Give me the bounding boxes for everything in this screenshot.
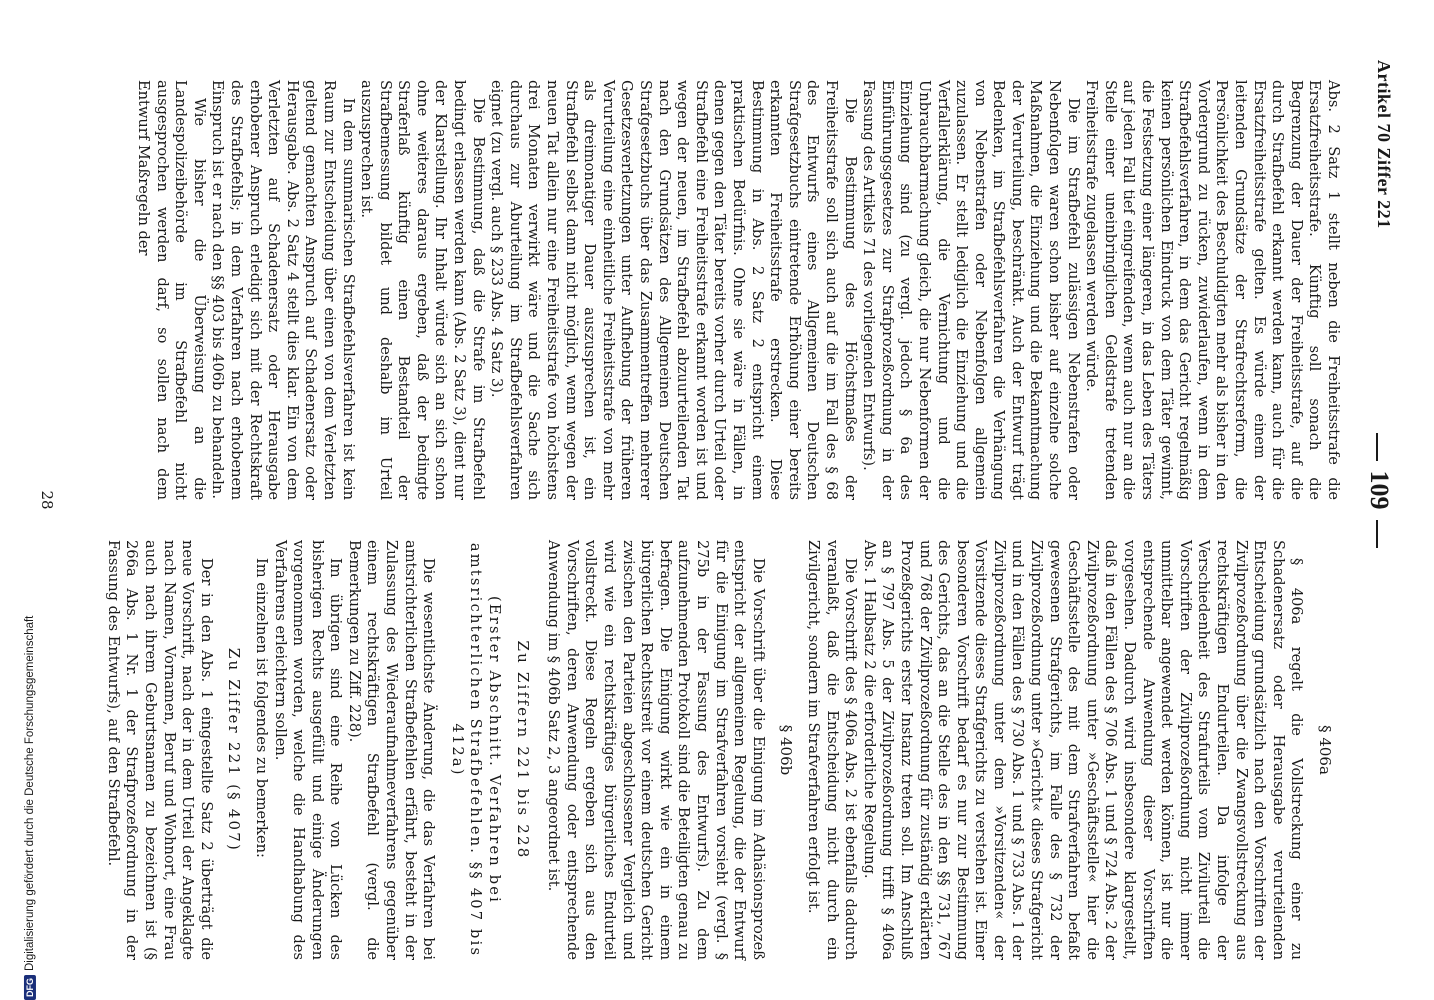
rule-right [1376,520,1378,548]
paragraph: In dem summarischen Strafbefehlsverfahren ist kein Raum zur Entscheidung über einen von dem Verletzten geltend gemachten Anspruch auf Schadenersatz oder Herausgabe. Abs. 2 Satz 4 stellt dies klar. Ein von dem Verletzten auf Schadenersatz oder Herausgabe erhobener Anspruch erledigt sich mit der Rechtskraft des Strafbefehls; in dem Verfahren nach erhobenem Einspruch ist er nach den §§ 403 bis 406b zu behandeln. [209,80,357,500]
column-left [133,80,1342,500]
paragraph: Die Vorschrift über die Einigung im Adhäsionsprozeß entspricht der allgemeinen Regelung, die der Entwurf für die Einigung im Strafverfahren vorsieht (vergl. § 275b in der Fassung des Entwurfs). Zu dem aufzunehmenden Protokoll sind die Beteiligten genau zu befragen. Die Einigung wirkt wie ein in einem bürgerlichen Rechtsstreit vor einem deutschen Gericht zwischen den Parteien abgeschlossener Vergleich und wird wie ein rechtskräftiges bürgerliches Endurteil vollstreckt. Diese Regeln ergeben sich aus den Vorschriften, deren Anwendung oder entsprechende Anwendung im § 406b Satz 2, 3 angeordnet ist. [545,540,767,960]
paragraph: Die Vorschrift des § 406a Abs. 2 ist ebenfalls dadurch veranlaßt, daß die Entscheidung nicht durch ein Zivilgericht, sondern im Strafverfahren erfolgt ist. [804,540,860,960]
paragraph: Im übrigen sind eine Reihe von Lücken des bisherigen Rechts ausgefüllt und einige Änderungen vorgenommen worden, welche die Handhabung des Verfahrens erleichtern sollen. [271,540,345,960]
paragraph: Die wesentlichste Änderung, die das Verfahren bei amtsrichterlichen Strafbefehlen erfährt, besteht in der Zulassung des Wiederaufnahmeverfahrens gegenüber einem rechtskräftigen Strafbefehl (vergl. die Bemerkungen zu Ziff. 228). [345,540,438,960]
paragraph: Wie bisher die Überweisung an die Landespolizeibehörde im Strafbefehl nicht ausgesprochen werden darf, so sollen nach dem Entwurf Maßregeln der [135,80,208,500]
paragraph: Die Bestimmung, daß die Strafe im Strafbefehl bedingt erlassen werden kann (Abs. 2 Satz 3), dient nur der Klarstellung. Ihr Inhalt würde sich an sich schon ohne weiteres daraus ergeben, daß der bedingte Straferlaß künftig einen Bestandteil der Strafbemessung bildet und deshalb im Urteil auszusprechen ist. [358,80,487,500]
dfg-logo: DFG [24,975,36,1000]
page-number: 109 [1364,60,1394,920]
paragraph: § 406a regelt die Vollstreckung einer zu Schadenersatz oder Herausgabe verurteilenden Entscheidung grundsätzlich nach den Vorschriften der Zivilprozeßordnung über die Zwangsvollstreckung aus rechtskräftigen Endurteilen. Da infolge der Verschiedenheit des Strafurteils vom Zivilurteil die Vorschriften der Zivilprozeßordnung nicht immer unmittelbar angewendet werden können, ist nur die entsprechende Anwendung dieser Vorschriften vorgesehen. Dadurch wird insbesondere klargestellt, daß in den Fällen des § 706 Abs. 1 und § 724 Abs. 2 der Zivilprozeßordnung unter »Geschäftsstelle« hier die Geschäftsstelle des mit dem Strafverfahren befaßt gewesenen Strafgerichts, im Falle des § 732 der Zivilprozeßordnung unter »Gericht« dieses Strafgericht und in den Fällen des § 730 Abs. 1 und § 733 Abs. 1 der Zivilprozeßordnung unter dem »Vorsitzenden« der Vorsitzende dieses Strafgerichts zu verstehen ist. Einer besonderen Vorschrift bedarf es nur zur Bestimmung des Gerichts, das an die Stelle des in den §§ 731, 767 und 768 der Zivilprozeßordnung für zuständig erklärten Prozeßgerichts erster Instanz treten soll. Im Anschluß an § 797 Abs. 5 der Zivilprozeßordnung trifft § 406a Abs. 1 Halbsatz 2 die erforderliche Regelung. [860,540,1306,960]
paragraph: Die im Strafbefehl zulässigen Nebenstrafen oder Nebenfolgen waren schon bisher auf einzelne solche Maßnahmen, die Einziehung und die Bekanntmachung der Verurteilung, beschränkt. Auch der Entwurf trägt Bedenken, im Strafbefehlsverfahren die Verhängung von Nebenstrafen oder Nebenfolgen allgemein zuzulassen. Er stellt lediglich die Einziehung und die Verfallerklärung, die Vernichtung und die Unbrauchbarmachung gleich, die nur Nebenformen der Einziehung sind (zu vergl. jedoch § 6a des Einführungsgesetzes zur Strafprozeßordnung in der Fassung des Artikels 71 des vorliegenden Entwurfs). [860,80,1082,500]
section-heading: Zu Ziffer 221 (§ 407) [225,647,244,853]
page-header [1364,60,1394,920]
paragraph: Abs. 2 Satz 1 stellt neben die Freiheitsstrafe die Ersatzfreiheitsstrafe. Künftig soll sonach die Begrenzung der Dauer der Freiheitsstrafe, auf die durch Strafbefehl erkannt werden kann, auch für die Ersatzfreiheitsstrafe gelten. Es würde einem der leitenden Grundsätze der Strafrechtsreform, die Persönlichkeit des Beschuldigten mehr als bisher in den Vordergrund zu rücken, zuwiderlaufen, wenn in dem Strafbefehlsverfahren, in dem das Gericht regelmäßig keinen persönlichen Eindruck von dem Täter gewinnt, die Festsetzung einer längeren, in das Leben des Täters auf jeden Fall tief eingreifenden, wenn auch nur an die Stelle einer uneinbringlichen Geldstrafe tretenden Freiheitsstrafe zugelassen werden würde. [1083,80,1342,500]
section-title-line: (Erster Abschnitt. Verfahren bei amtsrichterlichen Strafbefehlen. §§ 407 bis 412a) [448,542,504,958]
column-right [103,540,1342,960]
digitization-note [0,0,36,1000]
paragraph: Die Bestimmung des Höchstmaßes der Freiheitsstrafe soll sich auch auf die im Fall des § 68 des Entwurfs eines Allgemeinen Deutschen Strafgesetzbuchs eintretende Erhöhung einer bereits erkannten Freiheitsstrafe erstrecken. Diese Bestimmung in Abs. 2 Satz 2 entspricht einem praktischen Bedürfnis. Ohne sie wäre in Fällen, in denen gegen den Täter bereits vorher durch Urteil oder Strafbefehl eine Freiheitsstrafe erkannt worden ist und wegen der neuen, im Strafbefehl abzuurteilenden Tat nach den Grundsätzen des Allgemeinen Deutschen Strafgesetzbuchs über das Zusammentreffen mehrerer Gesetzesverletzungen unter Aufhebung der früheren Verurteilung eine einheitliche Freiheitsstrafe von mehr als dreimonatiger Dauer auszusprechen ist, ein Strafbefehl selbst dann nicht möglich, wenn wegen der neuen Tat allein nur eine Freiheitsstrafe von höchstens drei Monaten verwirkt wäre und die Sache sich durchaus zur Aburteilung im Strafbefehlsverfahren eignet (zu vergl. auch § 233 Abs. 4 Satz 3). [488,80,859,500]
section-title [447,540,531,960]
running-head: Artikel 70 Ziffer 221 [1374,60,1394,229]
section-title-line: Zu Ziffern 221 bis 228 [513,640,532,860]
section-heading: § 406b [777,724,796,776]
paragraph: Im einzelnen ist folgendes zu bemerken: [252,558,270,858]
paragraph: Der in den Abs. 1 eingestellte Satz 2 überträgt die neue Vorschrift, nach der in dem Urteil der Angeklagte nach Namen, Vornamen, Beruf und Wohnort, eine Frau auch nach ihrem Geburtsnamen zu bezeichnen ist (§ 266a Abs. 1 Nr. 1 der Strafprozeßordnung in der Fassung des Entwurfs), auf den Strafbefehl. [104,540,215,960]
footer-number: 28 [38,490,56,510]
rule-left [1376,433,1378,461]
digitization-credit: Digitalisierung gefördert durch die Deutsche Forschungsgemeinschaft [24,615,36,971]
section-heading: § 406a [1316,725,1334,775]
